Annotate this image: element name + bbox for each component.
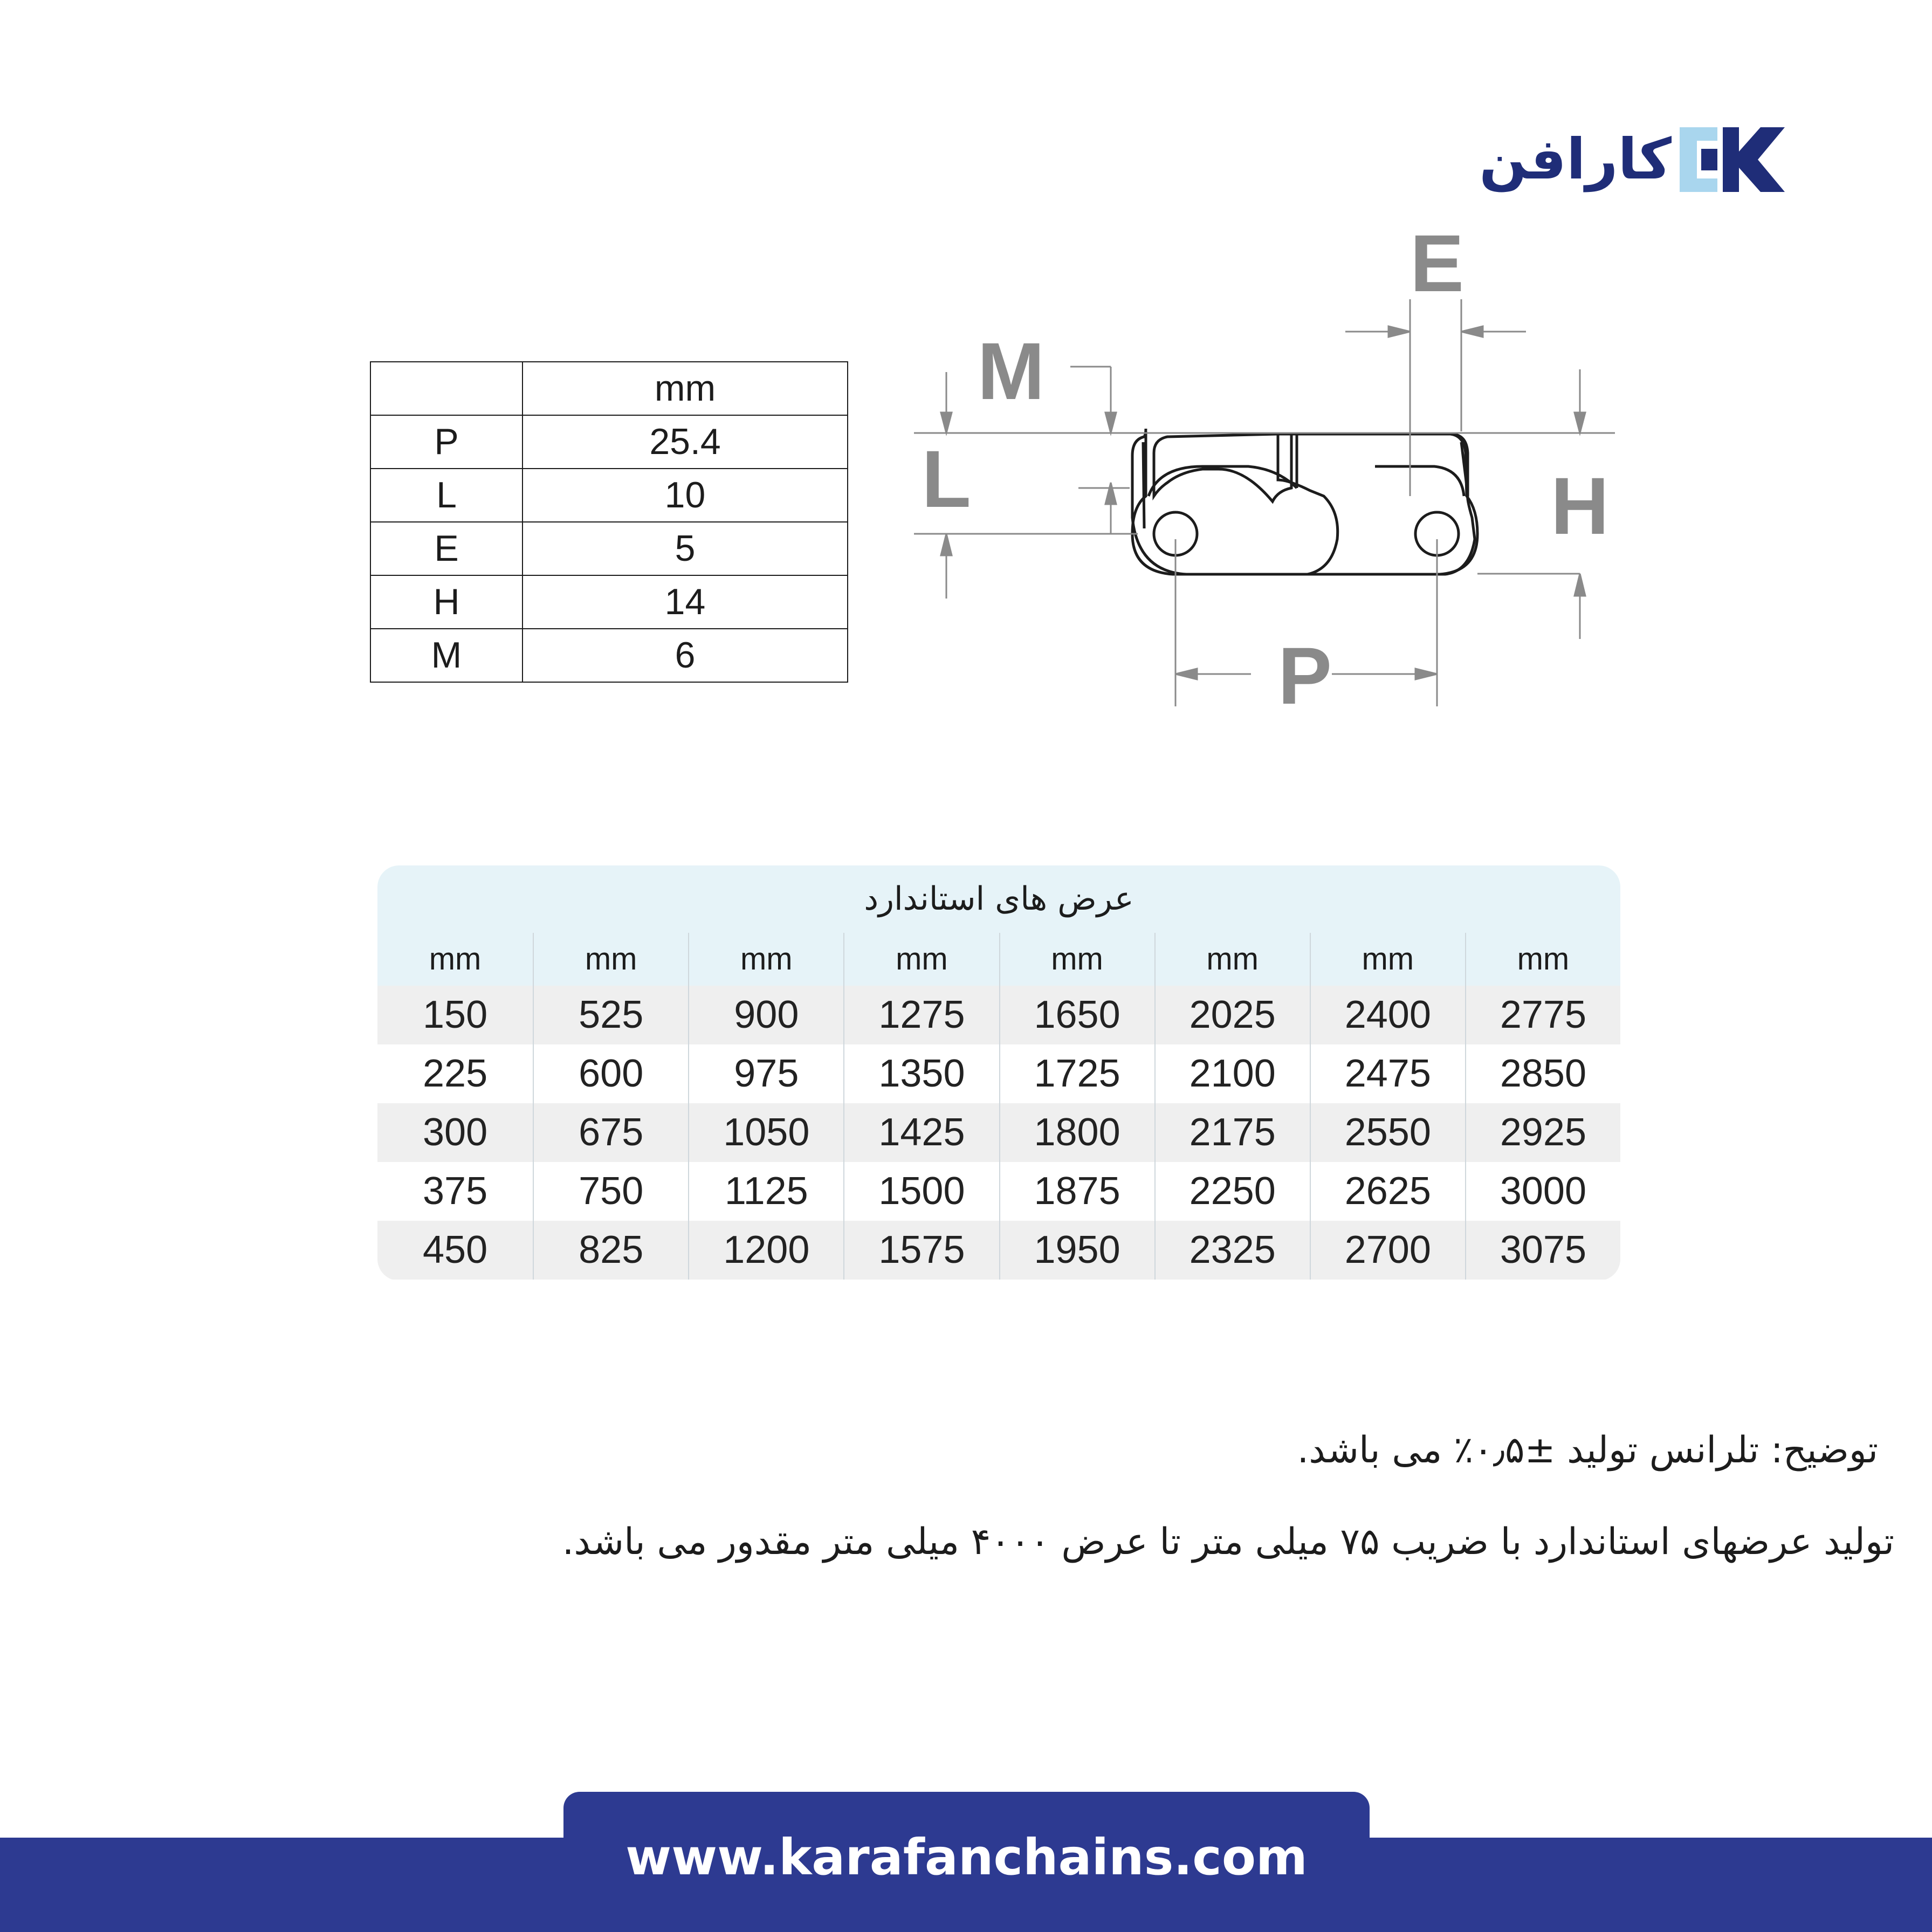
widths-cell: 3000	[1465, 1162, 1620, 1221]
widths-cell: 1425	[843, 1103, 999, 1162]
website-link[interactable]: www.karafanchains.com	[625, 1828, 1308, 1886]
widths-cell: 2850	[1465, 1044, 1620, 1103]
widths-cell: 2250	[1154, 1162, 1310, 1221]
dimension-value: 25.4	[522, 415, 848, 469]
widths-cell: 2100	[1154, 1044, 1310, 1103]
widths-cell: 525	[533, 986, 688, 1044]
widths-cell: 1725	[999, 1044, 1154, 1103]
dimension-key: M	[370, 629, 522, 682]
widths-cell: 1575	[843, 1221, 999, 1280]
widths-cell: 2025	[1154, 986, 1310, 1044]
dimension-key: P	[370, 415, 522, 469]
widths-cell: 1500	[843, 1162, 999, 1221]
dimension-unit-header: mm	[522, 362, 848, 415]
production-note: تولید عرضهای استاندارد با ضریب ۷۵ میلی متر تا عرض ۴۰۰۰ میلی متر مقدور می باشد.	[562, 1521, 1894, 1563]
widths-cell: 1050	[688, 1103, 843, 1162]
widths-header-cell: mm	[999, 933, 1154, 986]
tolerance-note: توضیح: تلرانس تولید ±۰٫۵٪ می باشد.	[1297, 1429, 1878, 1472]
brand-logo	[1467, 124, 1785, 194]
widths-title: عرض های استاندارد	[377, 865, 1620, 933]
widths-header-cell: mm	[1310, 933, 1465, 986]
widths-cell: 375	[422, 1170, 488, 1213]
widths-cell: 2700	[1310, 1221, 1465, 1280]
widths-header-cell: mm	[688, 933, 843, 986]
widths-header-cell: mm	[533, 933, 688, 986]
widths-cell: 450	[377, 1221, 533, 1280]
logo-mark-icon	[1680, 127, 1785, 192]
widths-cell: 2475	[1310, 1044, 1465, 1103]
widths-cell: 675	[533, 1103, 688, 1162]
dimension-value: 5	[522, 522, 848, 575]
widths-cell: 900	[688, 986, 843, 1044]
widths-header-cell: mm	[1154, 933, 1310, 986]
widths-cell: 1650	[999, 986, 1154, 1044]
widths-cell: 300	[377, 1103, 533, 1162]
widths-cell: 975	[688, 1044, 843, 1103]
dimension-header-empty	[370, 362, 522, 415]
widths-cell: 1350	[843, 1044, 999, 1103]
label-h: H	[1550, 460, 1610, 551]
widths-cell: 3075	[1465, 1221, 1620, 1280]
label-p: P	[1277, 630, 1332, 721]
dimension-row	[370, 629, 848, 682]
widths-cell: 1950	[999, 1221, 1154, 1280]
widths-cell: 1875	[999, 1162, 1154, 1221]
label-l: L	[922, 434, 971, 524]
widths-cell: 1800	[999, 1103, 1154, 1162]
label-m: M	[977, 326, 1045, 416]
label-e: E	[1410, 218, 1465, 308]
widths-cell: 2925	[1465, 1103, 1620, 1162]
standard-widths-table	[377, 865, 1620, 1281]
dimension-row	[370, 469, 848, 522]
widths-cell: 2325	[1154, 1221, 1310, 1280]
widths-cell: 2625	[1310, 1162, 1465, 1221]
widths-cell: 1200	[688, 1221, 843, 1280]
widths-cell: 2400	[1310, 986, 1465, 1044]
widths-cell: 225	[422, 1052, 488, 1095]
widths-cell: 750	[533, 1162, 688, 1221]
dimension-row	[370, 522, 848, 575]
dimension-value: 14	[522, 575, 848, 629]
widths-cell: 2550	[1310, 1103, 1465, 1162]
widths-cell: 2175	[1154, 1103, 1310, 1162]
chain-link-diagram	[900, 216, 1628, 728]
dimension-value: 10	[522, 469, 848, 522]
dimension-header-row	[370, 362, 848, 415]
dimension-key: H	[370, 575, 522, 629]
dimension-key: L	[370, 469, 522, 522]
dimension-row	[370, 415, 848, 469]
dimension-value: 6	[522, 629, 848, 682]
dimension-key: E	[370, 522, 522, 575]
logo-text: کارافن	[1479, 126, 1672, 192]
widths-header-cell: mm	[1465, 933, 1620, 986]
widths-grid	[377, 933, 1620, 1280]
widths-cell: 150	[377, 986, 533, 1044]
dimension-row	[370, 575, 848, 629]
widths-cell: 1125	[688, 1162, 843, 1221]
widths-header-cell: mm	[377, 933, 533, 986]
widths-cell: 825	[533, 1221, 688, 1280]
widths-cell: 2775	[1465, 986, 1620, 1044]
widths-cell: 600	[533, 1044, 688, 1103]
widths-header-cell: mm	[843, 933, 999, 986]
widths-cell: 1275	[843, 986, 999, 1044]
chain-link-drawing	[900, 216, 1628, 728]
dimension-table	[370, 361, 848, 683]
